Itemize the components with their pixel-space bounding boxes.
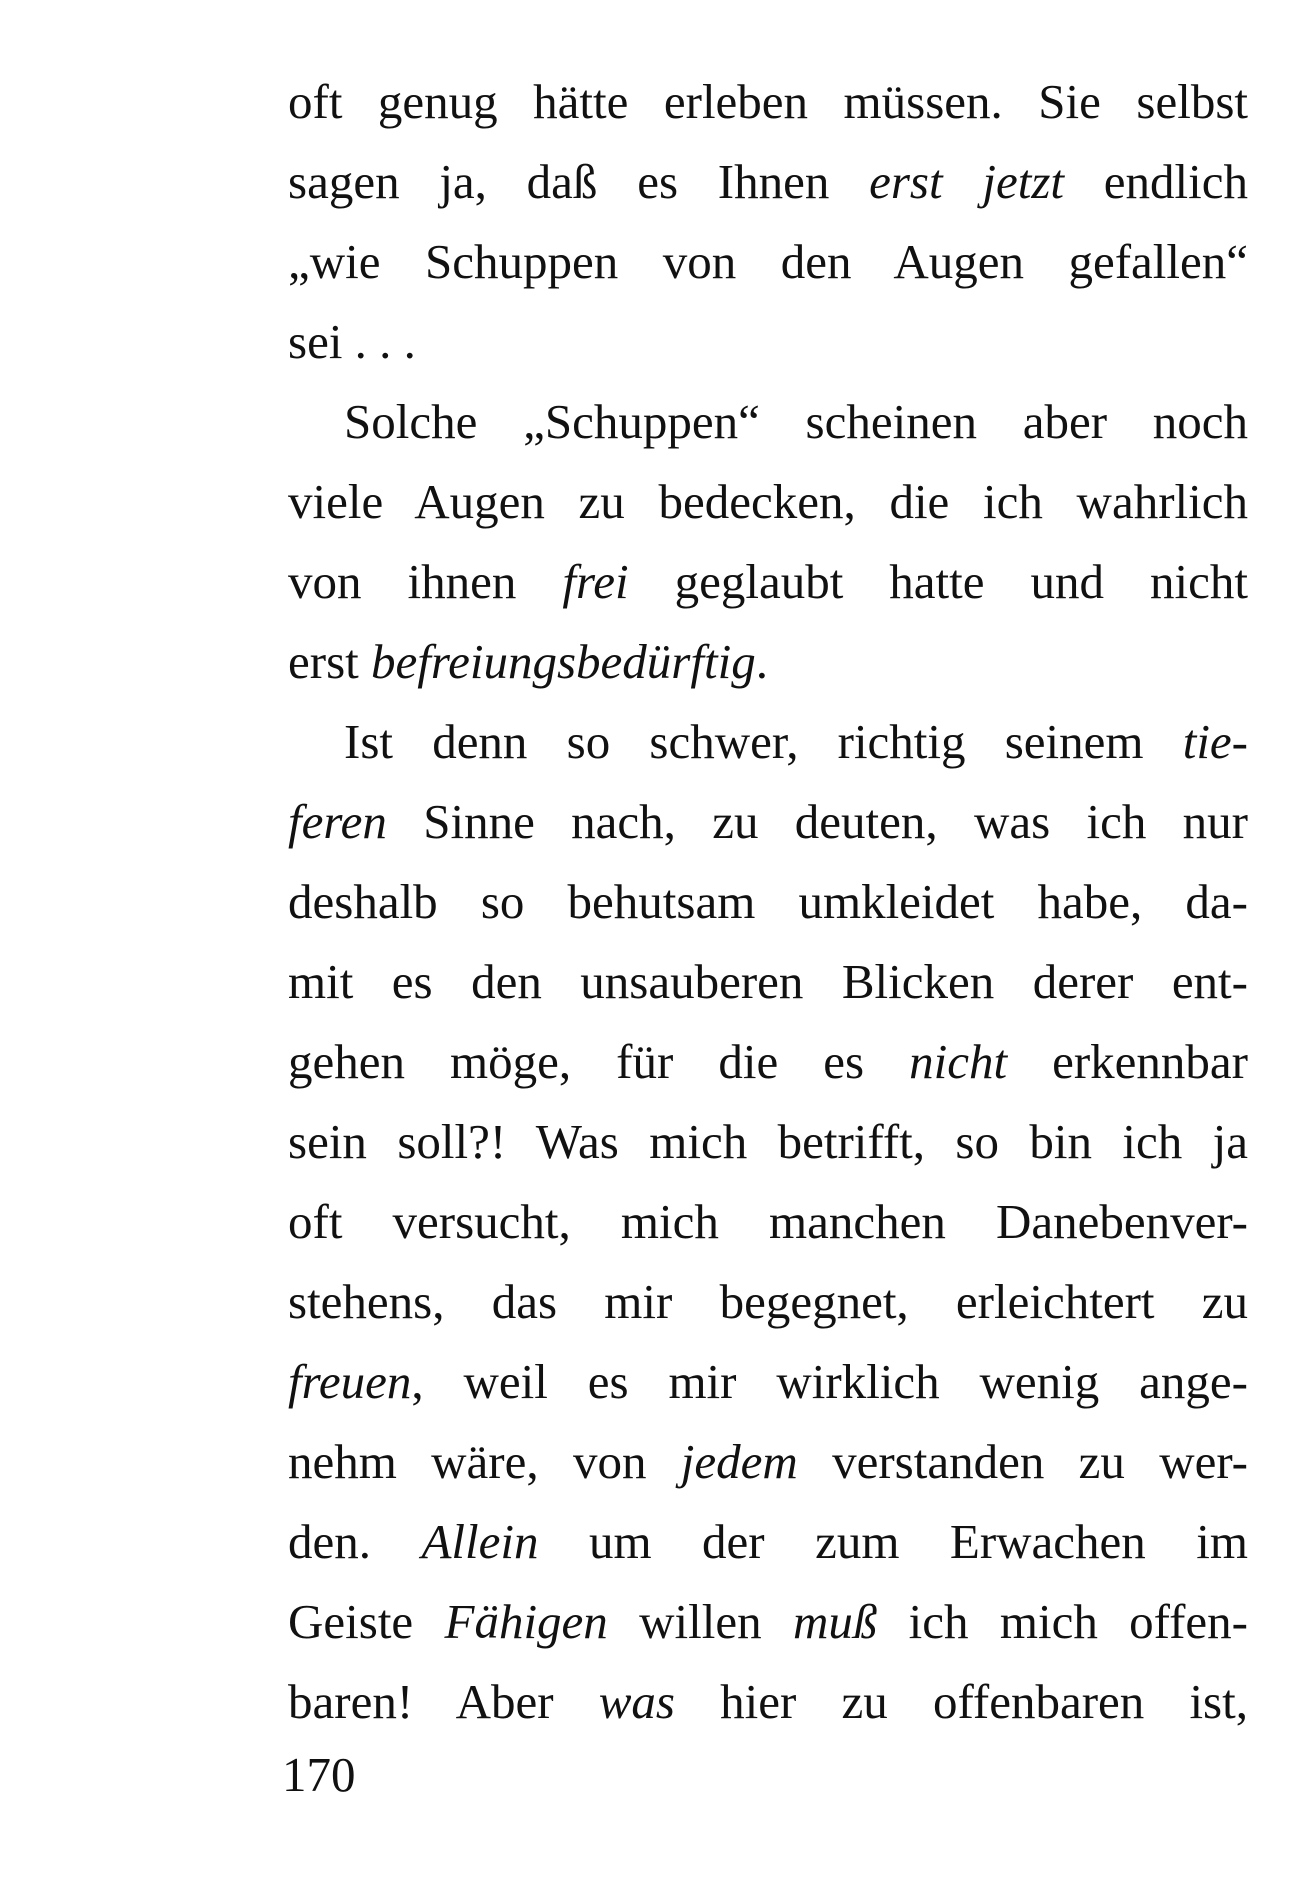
text-segment: . [755, 634, 768, 689]
text-line [288, 782, 1248, 862]
text-line [288, 62, 1248, 142]
text-line [288, 1582, 1248, 1662]
text-segment: oft versucht, mich manchen Danebenver- [288, 1194, 1248, 1249]
emphasized-text: erst jetzt [869, 154, 1065, 209]
text-segment: baren! Aber [288, 1674, 599, 1729]
text-line [288, 382, 1248, 462]
text-segment: erkennbar [1007, 1034, 1248, 1089]
page-body-text [288, 62, 1248, 1742]
text-line [288, 1502, 1248, 1582]
emphasized-text: was [598, 1674, 675, 1729]
text-line [288, 1342, 1248, 1422]
text-line [288, 1422, 1248, 1502]
text-segment: Geiste [288, 1594, 445, 1649]
text-segment: , weil es mir wirklich wenig ange- [411, 1354, 1248, 1409]
text-segment: von ihnen [288, 554, 563, 609]
text-line [288, 862, 1248, 942]
text-line [288, 222, 1248, 302]
text-line [288, 1262, 1248, 1342]
text-segment: geglaubt hatte und nicht [628, 554, 1248, 609]
text-segment: mit es den unsauberen Blicken derer ent- [288, 954, 1248, 1009]
text-line [288, 302, 1248, 382]
emphasized-text: feren [288, 794, 387, 849]
text-line [288, 1182, 1248, 1262]
text-segment: verstanden zu wer- [797, 1434, 1248, 1489]
text-segment: sei . . . [288, 314, 416, 369]
text-segment: nehm wäre, von [288, 1434, 681, 1489]
emphasized-text: befreiungsbedürftig [371, 634, 756, 689]
emphasized-text: freuen [288, 1354, 412, 1409]
text-segment: gehen möge, für die es [288, 1034, 910, 1089]
text-line [288, 542, 1248, 622]
text-line [288, 142, 1248, 222]
text-segment: hier zu offenbaren ist, [675, 1674, 1248, 1729]
emphasized-text: Fähigen [444, 1594, 608, 1649]
emphasized-text: nicht [909, 1034, 1008, 1089]
emphasized-text: jedem [680, 1434, 798, 1489]
emphasized-text: muß [792, 1594, 878, 1649]
emphasized-text: Allein [421, 1514, 539, 1569]
text-line [288, 1022, 1248, 1102]
text-segment: sein soll?! Was mich betrifft, so bin ich ja [288, 1114, 1248, 1169]
text-segment: deshalb so behutsam umkleidet habe, da- [288, 874, 1248, 929]
text-segment: Sinne nach, zu deuten, was ich nur [386, 794, 1248, 849]
text-segment: den. [288, 1514, 422, 1569]
text-segment: stehens, das mir begegnet, erleichtert zu [288, 1274, 1248, 1329]
text-segment: erst [288, 634, 371, 689]
text-line [288, 622, 1248, 702]
page-number: 170 [282, 1747, 356, 1802]
text-segment: Ist denn so schwer, richtig seinem [344, 714, 1183, 769]
text-line [288, 942, 1248, 1022]
text-segment: sagen ja, daß es Ihnen [288, 154, 870, 209]
text-line [288, 1102, 1248, 1182]
text-segment: willen [607, 1594, 793, 1649]
text-line [288, 1662, 1248, 1742]
text-segment: Solche „Schuppen“ scheinen aber noch [344, 394, 1248, 449]
text-segment: „wie Schuppen von den Augen gefallen“ [288, 234, 1248, 289]
text-segment: ich mich offen- [877, 1594, 1248, 1649]
text-line [288, 462, 1248, 542]
emphasized-text: tie- [1182, 714, 1248, 769]
text-line [288, 702, 1248, 782]
text-segment: endlich [1064, 154, 1248, 209]
emphasized-text: frei [562, 554, 629, 609]
text-segment: viele Augen zu bedecken, die ich wahrlich [288, 474, 1248, 529]
text-segment: um der zum Erwachen im [538, 1514, 1248, 1569]
text-segment: oft genug hätte erleben müssen. Sie selbst [288, 74, 1248, 129]
